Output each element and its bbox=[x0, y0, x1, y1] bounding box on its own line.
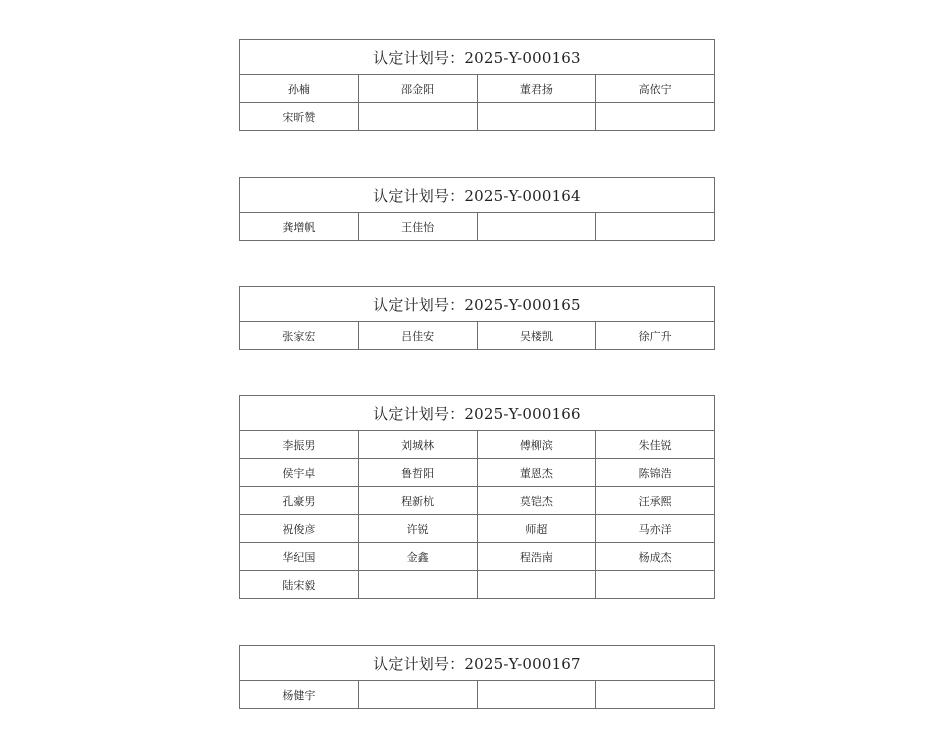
plan-table-164 bbox=[239, 177, 715, 241]
empty-cell bbox=[477, 571, 596, 599]
empty-cell bbox=[358, 103, 477, 131]
name-cell: 吕佳安 bbox=[358, 322, 477, 350]
name-cell: 陈锦浩 bbox=[596, 459, 715, 487]
empty-cell bbox=[358, 681, 477, 709]
name-cell: 马亦洋 bbox=[596, 515, 715, 543]
table-row bbox=[240, 571, 715, 599]
plan-table-165 bbox=[239, 286, 715, 350]
plan-title: 认定计划号：2025-Y-000164 bbox=[240, 178, 715, 213]
plan-title: 认定计划号：2025-Y-000165 bbox=[240, 287, 715, 322]
name-cell: 吴楼凯 bbox=[477, 322, 596, 350]
plan-table-166 bbox=[239, 395, 715, 599]
plan-table-167 bbox=[239, 645, 715, 709]
plan-title: 认定计划号：2025-Y-000167 bbox=[240, 646, 715, 681]
table-row bbox=[240, 681, 715, 709]
name-cell: 朱佳锐 bbox=[596, 431, 715, 459]
plan-table-163 bbox=[239, 39, 715, 131]
plan-title: 认定计划号：2025-Y-000163 bbox=[240, 40, 715, 75]
empty-cell bbox=[596, 103, 715, 131]
empty-cell bbox=[358, 571, 477, 599]
name-cell: 程浩南 bbox=[477, 543, 596, 571]
table-row bbox=[240, 543, 715, 571]
name-cell: 傅柳滨 bbox=[477, 431, 596, 459]
empty-cell bbox=[477, 213, 596, 241]
name-cell: 邵金阳 bbox=[358, 75, 477, 103]
name-cell: 许锐 bbox=[358, 515, 477, 543]
empty-cell bbox=[596, 571, 715, 599]
name-cell: 徐广升 bbox=[596, 322, 715, 350]
table-row bbox=[240, 515, 715, 543]
plan-title-row bbox=[240, 178, 715, 213]
name-cell: 鲁哲阳 bbox=[358, 459, 477, 487]
table-row bbox=[240, 487, 715, 515]
name-cell: 张家宏 bbox=[240, 322, 359, 350]
table-row bbox=[240, 322, 715, 350]
name-cell: 刘城林 bbox=[358, 431, 477, 459]
name-cell: 董恩杰 bbox=[477, 459, 596, 487]
name-cell: 汪承熙 bbox=[596, 487, 715, 515]
plan-title-row bbox=[240, 40, 715, 75]
name-cell: 金鑫 bbox=[358, 543, 477, 571]
name-cell: 陆宋毅 bbox=[240, 571, 359, 599]
plan-title: 认定计划号：2025-Y-000166 bbox=[240, 396, 715, 431]
empty-cell bbox=[477, 103, 596, 131]
plan-title-row bbox=[240, 287, 715, 322]
empty-cell bbox=[596, 681, 715, 709]
empty-cell bbox=[477, 681, 596, 709]
name-cell: 龚增帆 bbox=[240, 213, 359, 241]
name-cell: 程新杭 bbox=[358, 487, 477, 515]
name-cell: 师超 bbox=[477, 515, 596, 543]
name-cell: 华纪国 bbox=[240, 543, 359, 571]
name-cell: 杨健宇 bbox=[240, 681, 359, 709]
plan-title-row bbox=[240, 396, 715, 431]
name-cell: 宋昕赞 bbox=[240, 103, 359, 131]
table-row bbox=[240, 75, 715, 103]
name-cell: 高依宁 bbox=[596, 75, 715, 103]
plan-title-row bbox=[240, 646, 715, 681]
name-cell: 杨成杰 bbox=[596, 543, 715, 571]
table-row bbox=[240, 213, 715, 241]
name-cell: 祝俊彦 bbox=[240, 515, 359, 543]
table-row bbox=[240, 103, 715, 131]
name-cell: 王佳怡 bbox=[358, 213, 477, 241]
name-cell: 孔豪男 bbox=[240, 487, 359, 515]
table-row bbox=[240, 459, 715, 487]
name-cell: 孙楠 bbox=[240, 75, 359, 103]
empty-cell bbox=[596, 213, 715, 241]
name-cell: 侯宇卓 bbox=[240, 459, 359, 487]
name-cell: 董君扬 bbox=[477, 75, 596, 103]
name-cell: 李振男 bbox=[240, 431, 359, 459]
table-row bbox=[240, 431, 715, 459]
name-cell: 莫铠杰 bbox=[477, 487, 596, 515]
